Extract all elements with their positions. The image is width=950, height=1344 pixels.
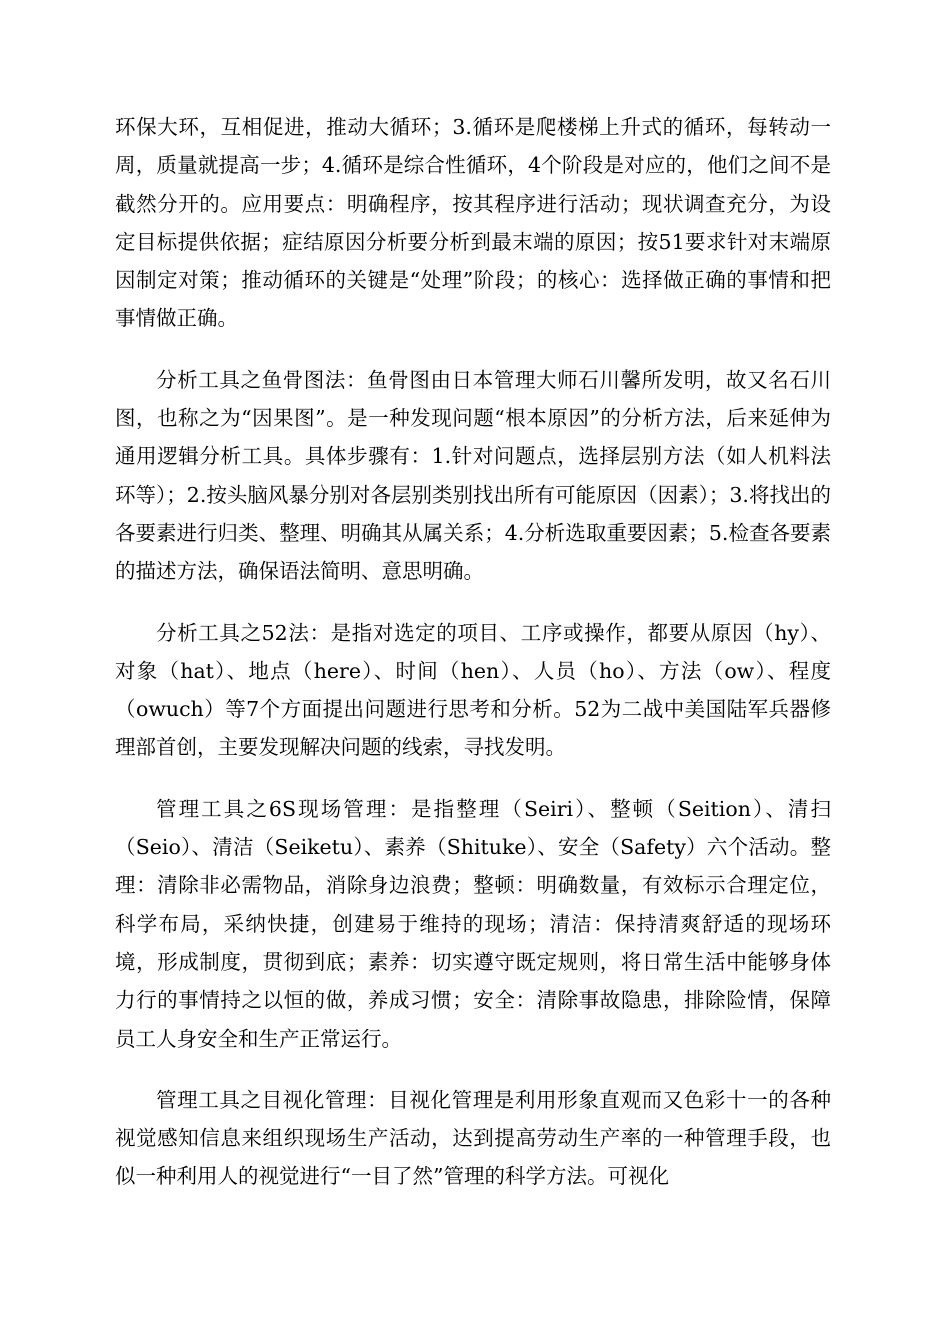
paragraph-fishbone-method: 分析工具之鱼骨图法：鱼骨图由日本管理大师石川馨所发明，故又名石川图，也称之为“因果图”。是一种发现问题“根本原因”的分析方法，后来延伸为通用逻辑分析工具。具体步骤有：1.针对问题点，选择层别方法（如人机料法环等）；2.按头脑风暴分别对各层别类别找出所有可能原因（因素）；3.将找出的各要素进行归类、整理、明确其从属关系；4.分析选取重要因素；5.检查各要素的描述方法，确保语法简明、意思明确。: [115, 367, 831, 584]
document-page: [115, 108, 831, 1219]
paragraph-visual-management: 管理工具之目视化管理：目视化管理是利用形象直观而又色彩十一的各种视觉感知信息来组织现场生产活动，达到提高劳动生产率的一种管理手段，也似一种利用人的视觉进行“一目了然”管理的科学方法。可视化: [115, 1087, 831, 1189]
paragraph-52-method: 分析工具之52法：是指对选定的项目、工序或操作，都要从原因（hy）、对象（hat）、地点（here）、时间（hen）、人员（ho）、方法（ow）、程度（owuch）等7个方面提出问题进行思考和分析。52为二战中美国陆军兵器修理部首创，主要发现解决问题的线索，寻找发明。: [115, 620, 831, 760]
paragraph-6s-management: 管理工具之6S现场管理：是指整理（Seiri）、整顿（Seition）、清扫（Seio）、清洁（Seiketu）、素养（Shituke）、安全（Safety）六个活动。整理：清除非必需物品，消除身边浪费；整顿：明确数量，有效标示合理定位，科学布局，采纳快捷，创建易于维持的现场；清洁：保持清爽舒适的现场环境，形成制度，贯彻到底；素养：切实遵守既定规则，将日常生活中能够身体力行的事情持之以恒的做，养成习惯；安全：清除事故隐患，排除险情，保障员工人身安全和生产正常运行。: [115, 796, 831, 1051]
paragraph-pdca-continued: 环保大环，互相促进，推动大循环；3.循环是爬楼梯上升式的循环，每转动一周，质量就提高一步；4.循环是综合性循环，4个阶段是对应的，他们之间不是截然分开的。应用要点：明确程序，按其程序进行活动；现状调查充分，为设定目标提供依据；症结原因分析要分析到最末端的原因；按51要求针对末端原因制定对策；推动循环的关键是“处理”阶段；的核心：选择做正确的事情和把事情做正确。: [115, 115, 831, 331]
